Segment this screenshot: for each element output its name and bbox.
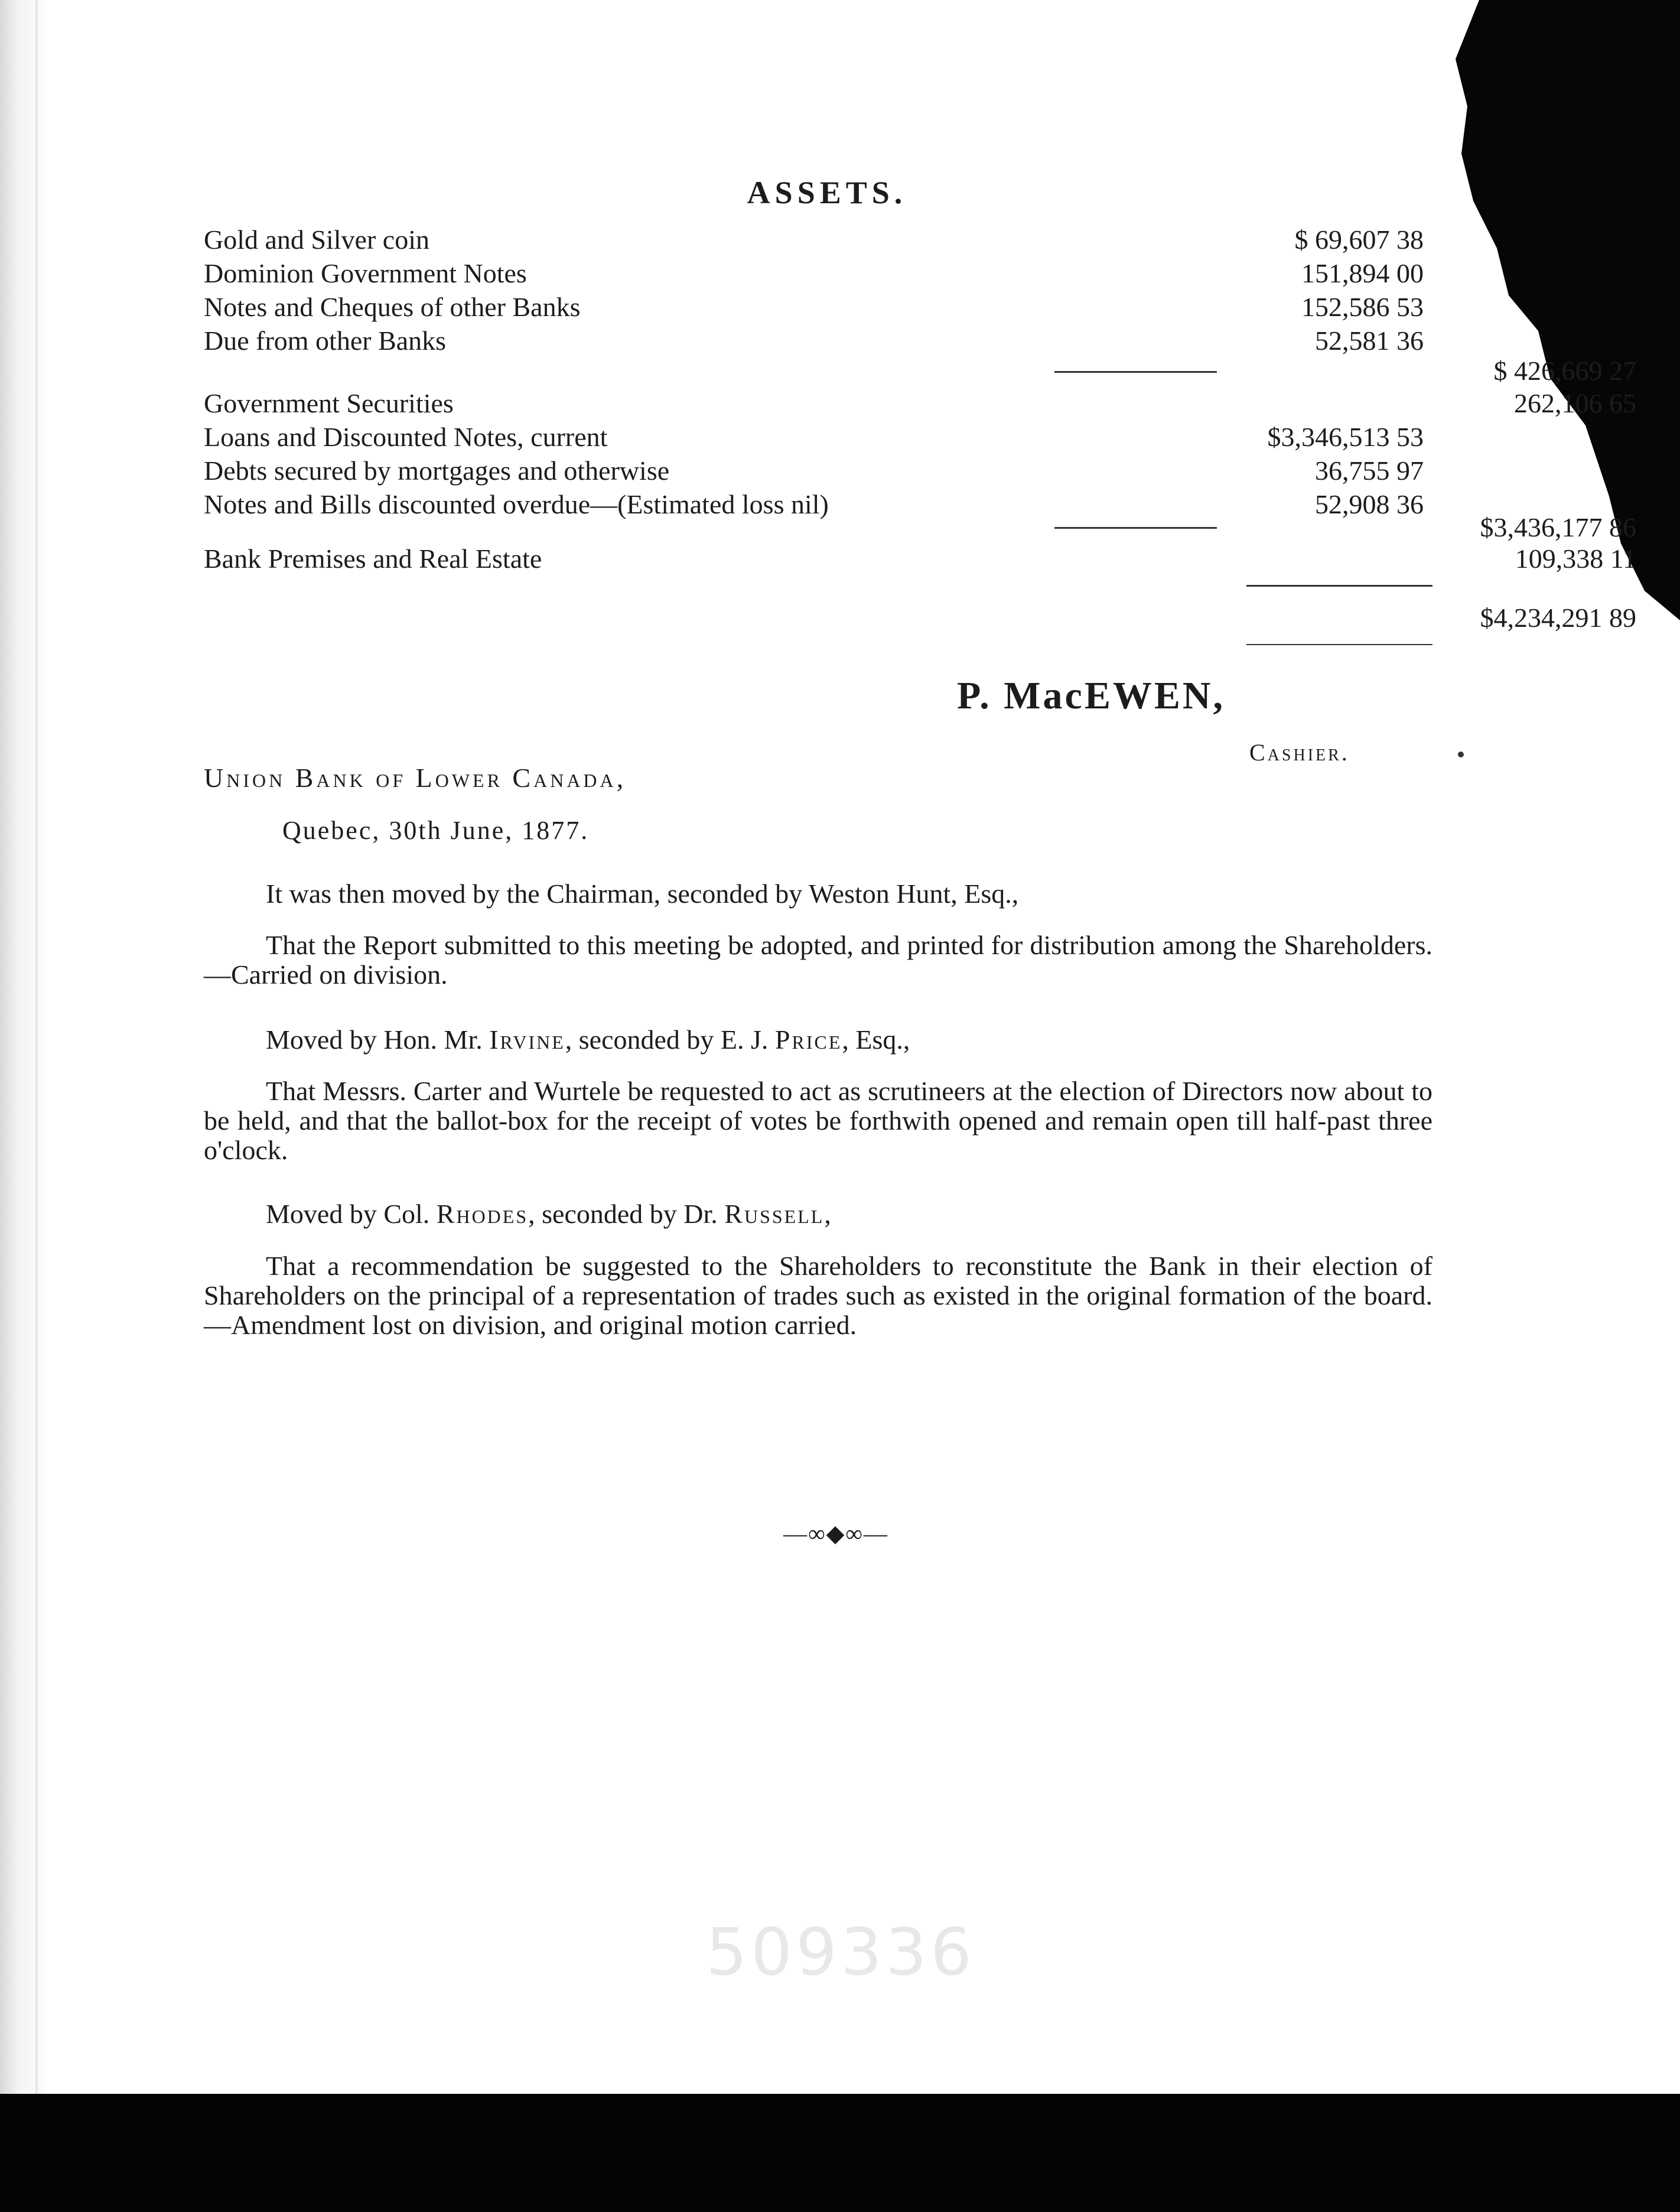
motion3-seconder: Russell — [724, 1199, 825, 1229]
total-rule — [1246, 644, 1432, 645]
ornament-divider: —∞◆∞— — [783, 1520, 888, 1547]
asset-label: Loans and Discounted Notes, current — [204, 422, 608, 452]
motion2-mover: Irvine — [489, 1024, 565, 1055]
asset-value-col2: 109,338 11 — [1515, 544, 1636, 574]
motion2-intro-mid: , seconded by E. J. — [565, 1024, 775, 1055]
asset-label: Notes and Cheques of other Banks — [204, 292, 581, 322]
asset-label: Government Securities — [204, 388, 454, 418]
asset-label: Bank Premises and Real Estate — [204, 544, 542, 574]
asset-value-col1: $ 69,607 38 — [1294, 225, 1424, 255]
total-rule — [1246, 585, 1432, 587]
motion2-text: That Messrs. Carter and Wurtele be requested to act as scrutineers at the election of Directors now about to be held, and that the ballot-box for the receipt of votes be forthwith opened and remain open till half-past three o'clock. — [204, 1076, 1432, 1165]
motion1-intro: It was then moved by the Chairman, seconded by Weston Hunt, Esq., — [266, 879, 1019, 909]
asset-value-col1: 52,908 36 — [1315, 489, 1424, 519]
asset-value-col1: 151,894 00 — [1301, 258, 1424, 288]
asset-value-col1: $3,346,513 53 — [1267, 422, 1424, 452]
motion3-intro — [204, 1199, 1432, 1229]
bank-name: Union Bank of Lower Canada, — [204, 763, 627, 793]
asset-value-col1: 152,586 53 — [1301, 292, 1424, 322]
archive-stamp: 509336 — [706, 1914, 975, 1990]
motion3-intro-mid: , seconded by Dr. — [528, 1199, 725, 1229]
asset-value-col2: $3,436,177 86 — [1480, 512, 1636, 542]
motion1-text: That the Report submitted to this meeting be adopted, and printed for distribution among the Shareholders.—Carried on division. — [204, 930, 1432, 990]
asset-row — [204, 291, 1636, 324]
asset-value-col1: 52,581 36 — [1315, 326, 1424, 356]
motion3-intro-end: , — [824, 1199, 831, 1229]
motion3-intro-start: Moved by Col. — [266, 1199, 437, 1229]
asset-value-total: $4,234,291 89 — [1480, 603, 1636, 633]
asset-row — [204, 542, 1636, 575]
report-date: Quebec, 30th June, 1877. — [282, 816, 590, 845]
asset-row — [204, 324, 1636, 357]
signature-name: P. MacEWEN, — [957, 674, 1226, 717]
asset-row — [204, 511, 1636, 544]
asset-row — [204, 257, 1636, 290]
stray-mark — [1458, 752, 1464, 757]
motion3-mover: Rhodes — [436, 1199, 529, 1229]
asset-label: Dominion Government Notes — [204, 258, 527, 288]
asset-row — [204, 454, 1636, 487]
motion2-intro — [204, 1025, 1432, 1055]
motion2-intro-end: , Esq., — [842, 1024, 910, 1055]
scan-bottom-edge — [0, 2094, 1680, 2212]
asset-value-col2: 262,106 65 — [1514, 388, 1636, 418]
asset-label: Gold and Silver coin — [204, 225, 429, 255]
asset-label: Notes and Bills discounted overdue—(Estimated loss nil) — [204, 489, 829, 519]
asset-row — [204, 601, 1636, 635]
asset-value-col1: 36,755 97 — [1315, 456, 1424, 486]
asset-values-row — [204, 223, 1636, 256]
assets-heading: ASSETS. — [747, 175, 907, 210]
asset-row — [204, 421, 1636, 454]
asset-label: Due from other Banks — [204, 326, 447, 356]
motion3-text: That a recommendation be suggested to the Shareholders to reconstitute the Bank in their election of Shareholders on the principal of a representation of trades such as existed in the original formation of the board.—Amendment lost on division, and original motion carried. — [204, 1251, 1432, 1340]
signature-title: Cashier. — [1249, 739, 1350, 766]
asset-label: Debts secured by mortgages and otherwise — [204, 456, 670, 486]
asset-value-col2: $ 426,669 27 — [1493, 356, 1636, 386]
motion2-seconder: Price — [774, 1024, 842, 1055]
asset-row — [204, 387, 1636, 420]
asset-row — [204, 354, 1636, 388]
motion2-intro-start: Moved by Hon. Mr. — [266, 1024, 490, 1055]
